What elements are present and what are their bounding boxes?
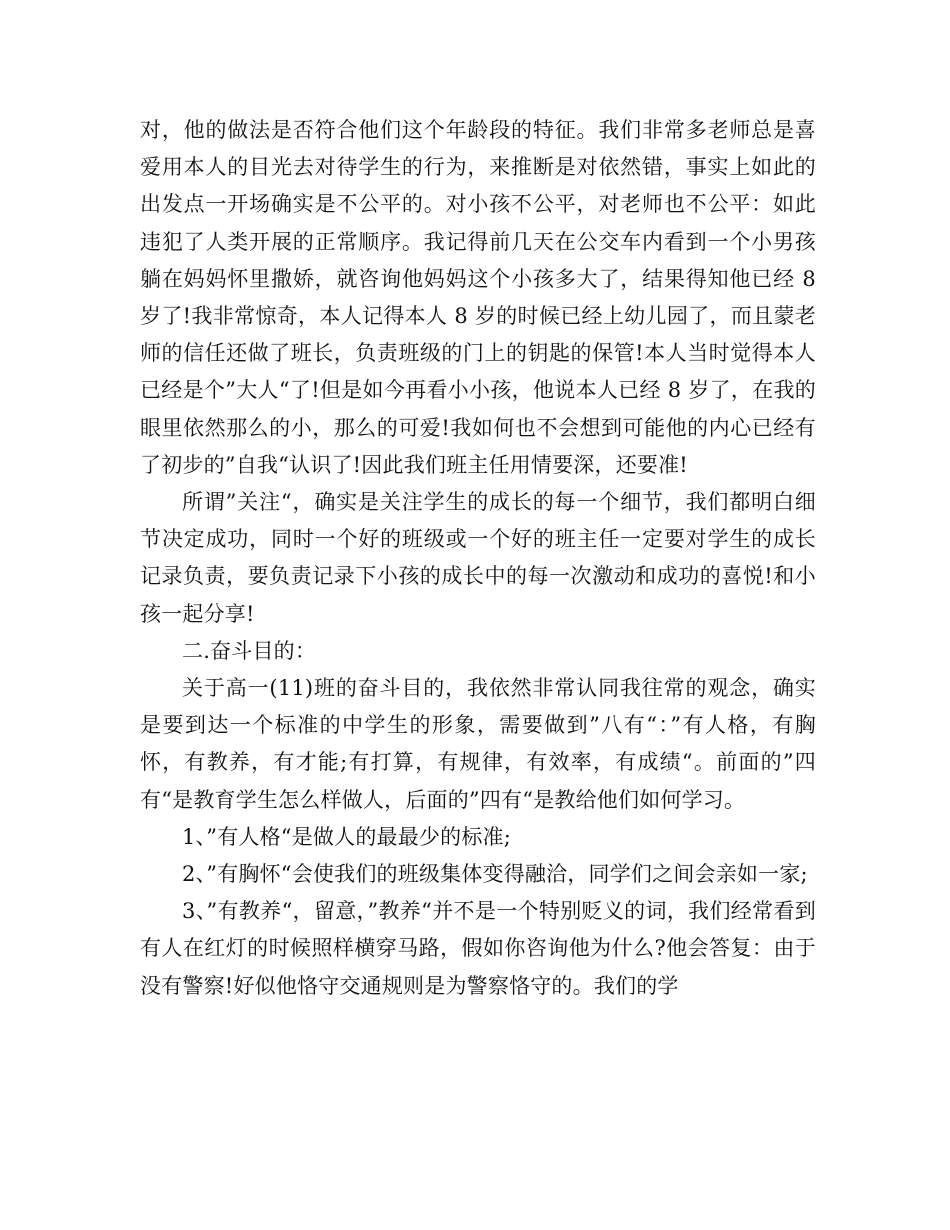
- section-heading-goals: 二.奋斗目的：: [182, 638, 317, 663]
- list-item-2: 2、”有胸怀“会使我们的班级集体变得融洽，同学们之间会亲如一家;: [182, 862, 808, 887]
- paragraph-1: 对，他的做法是否符合他们这个年龄段的特征。我们非常多老师总是喜爱用本人的目光去对待学生的行为，来推断是对依然错，事实上如此的出发点一开场确实是不公平的。对小孩不公平，对老师也不公平：如此违犯了人类开展的正常顺序。我记得前几天在公交车内看到一个小男孩躺在妈妈怀里撒娇，就咨询他妈妈这个小孩多大了，结果得知他已经 8 岁了!我非常惊奇，本人记得本人 8 岁的时候已经上幼儿园了，而且蒙老师的信任还做了班长，负责班级的门上的钥匙的保管!本人当时觉得本人已经是个”大人“了!但是如今再看小小孩，他说本人已经 8 岁了，在我的眼里依然那么的小，那么的可爱!我如何也不会想到可能他的内心已经有了初步的”自我“认识了!因此我们班主任用情要深，还要准!: [140, 118, 816, 477]
- list-item-1: 1、”有人格“是做人的最最少的标准;: [182, 824, 512, 849]
- paragraph-3: 关于高一(11)班的奋斗目的，我依然非常认同我往常的观念，确实是要到达一个标准的中学生的形象，需要做到”八有“：”有人格，有胸怀，有教养，有才能;有打算，有规律，有效率，有成绩“。前面的”四有“是教育学生怎么样做人，后面的”四有“是教给他们如何学习。: [140, 676, 816, 812]
- document-page: [140, 112, 816, 1005]
- paragraph-2: 所谓”关注“，确实是关注学生的成长的每一个细节，我们都明白细节决定成功，同时一个好的班级或一个好的班主任一定要对学生的成长记录负责，要负责记录下小孩的成长中的每一次激动和成功的喜悦!和小孩一起分享!: [140, 490, 816, 626]
- list-item-3: 3、”有教养“，留意，”教养“并不是一个特别贬义的词，我们经常看到有人在红灯的时候照样横穿马路，假如你咨询他为什么?他会答复：由于没有警察!好似他恪守交通规则是为警察恪守的。我们的学: [140, 899, 816, 998]
